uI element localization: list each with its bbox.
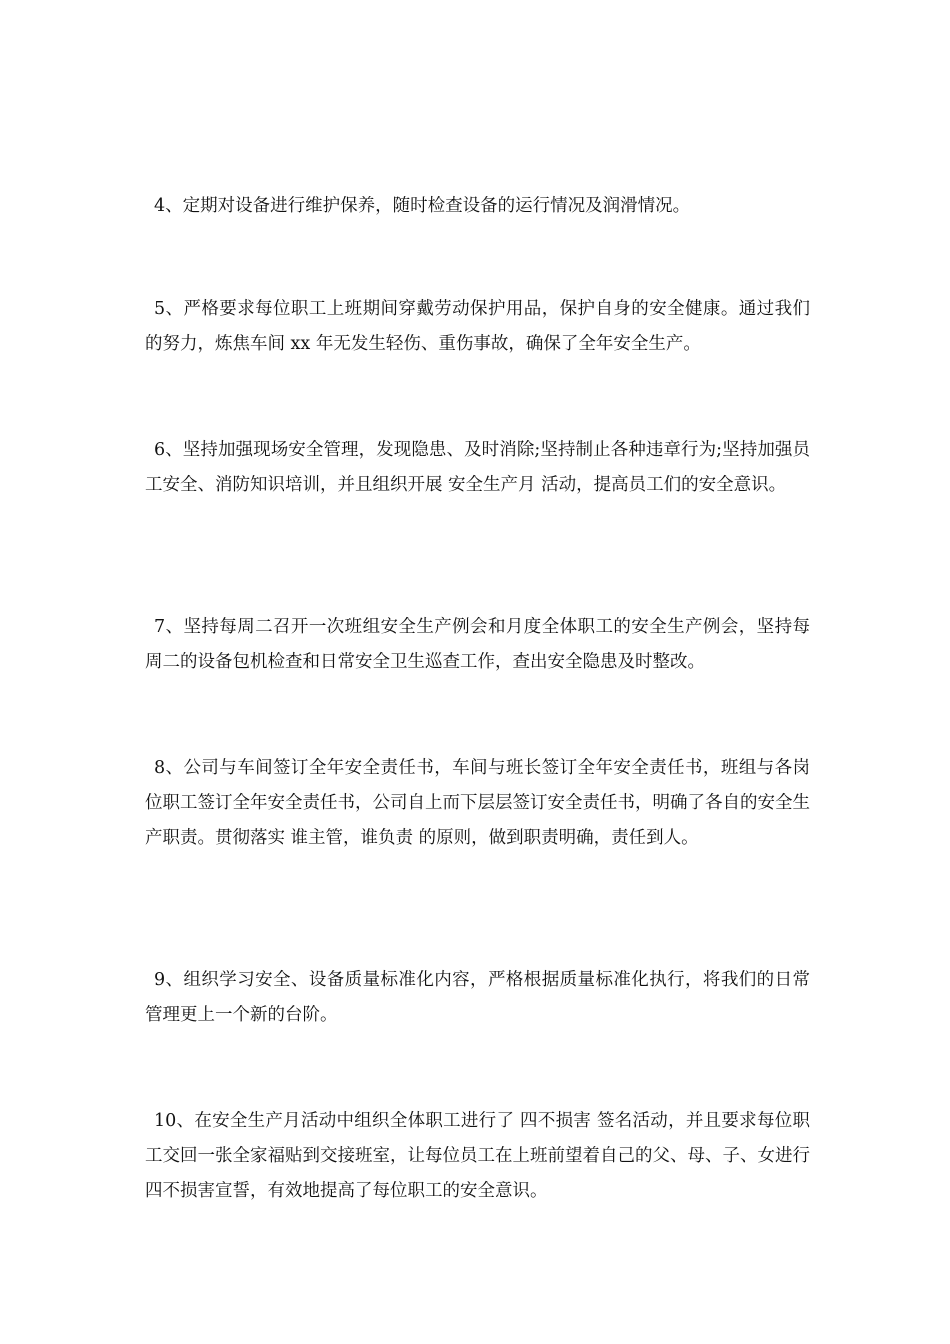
paragraph-item-5: 5、严格要求每位职工上班期间穿戴劳动保护用品，保护自身的安全健康。通过我们的努力，炼焦车间 xx 年无发生轻伤、重伤事故，确保了全年安全生产。 <box>145 299 810 354</box>
paragraph-item-4: 4、定期对设备进行维护保养，随时检查设备的运行情况及润滑情况。 <box>154 196 691 216</box>
paragraph-item-7: 7、坚持每周二召开一次班组安全生产例会和月度全体职工的安全生产例会，坚持每周二的设备包机检查和日常安全卫生巡查工作，查出安全隐患及时整改。 <box>145 617 810 672</box>
paragraph-item-9: 9、组织学习安全、设备质量标准化内容，严格根据质量标准化执行，将我们的日常管理更上一个新的台阶。 <box>145 970 810 1025</box>
paragraph-item-10: 10、在安全生产月活动中组织全体职工进行了 四不损害 签名活动，并且要求每位职工交回一张全家福贴到交接班室，让每位员工在上班前望着自己的父、母、子、女进行四不损害宣誓，有效地提高了每位职工的安全意识。 <box>145 1111 810 1201</box>
paragraph-item-8: 8、公司与车间签订全年安全责任书，车间与班长签订全年安全责任书，班组与各岗位职工签订全年安全责任书，公司自上而下层层签订安全责任书，明确了各自的安全生产职责。贯彻落实 谁主管，谁负责 的原则，做到职责明确，责任到人。 <box>145 758 810 848</box>
paragraph-item-6: 6、坚持加强现场安全管理，发现隐患、及时消除;坚持制止各种违章行为;坚持加强员工安全、消防知识培训，并且组织开展 安全生产月 活动，提高员工们的安全意识。 <box>145 440 810 495</box>
